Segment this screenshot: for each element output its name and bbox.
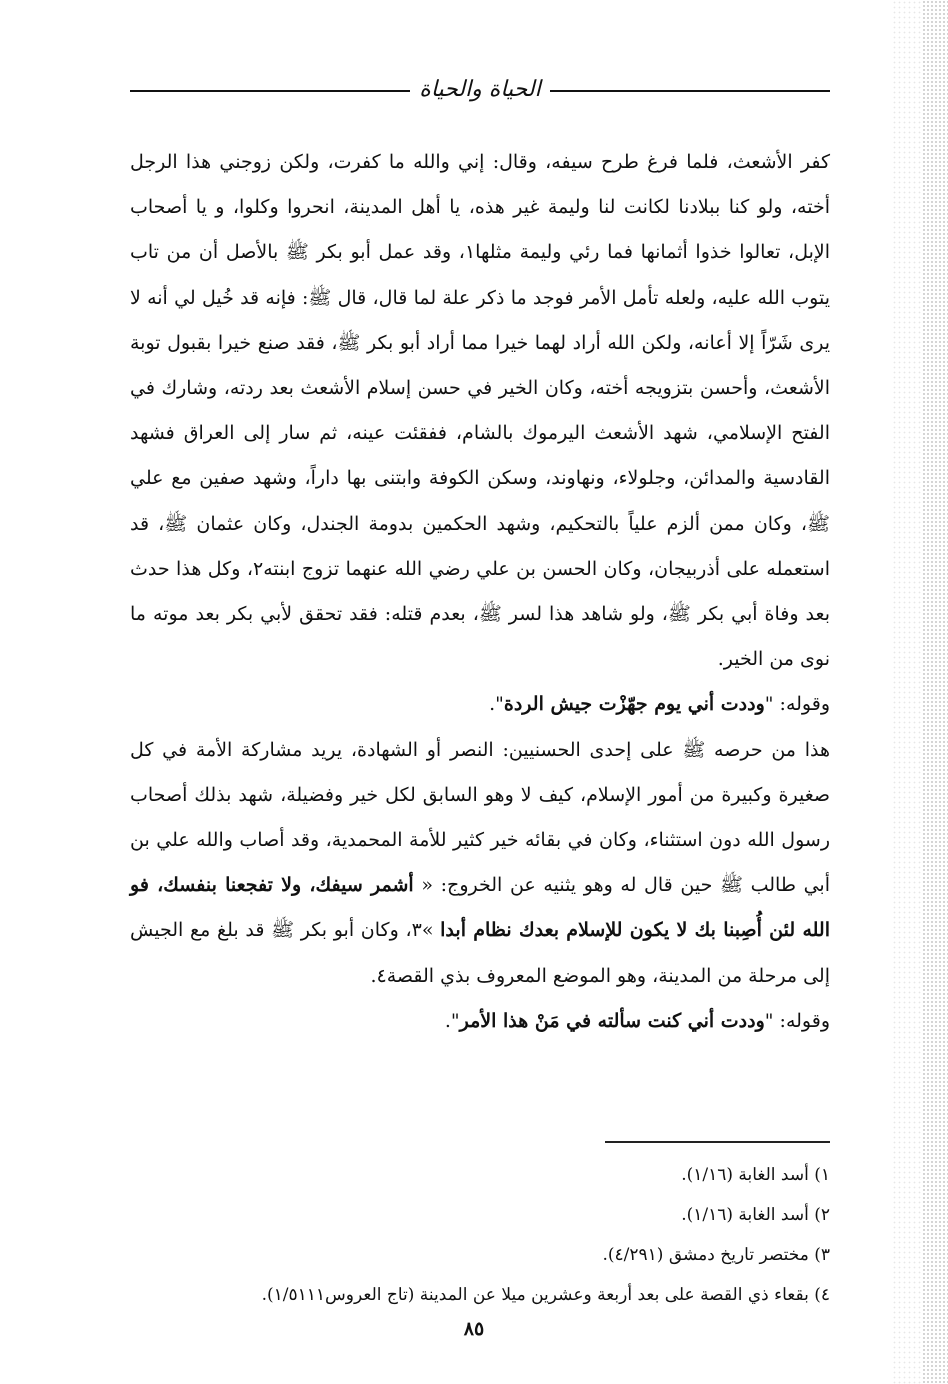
quote-suffix: ".	[489, 693, 504, 716]
footnotes	[130, 1155, 830, 1315]
footnote-2: ٢) أسد الغابة (١/١٦).	[681, 1205, 830, 1225]
header-rule-right	[550, 90, 830, 92]
paragraph-3-part-2: »٣، وكان أبو بكر ﷺ قد بلغ مع الجيش إلى مرحلة من المدينة، وهو الموضع المعروف بذي القصة٤.	[130, 919, 830, 987]
footnote-separator	[605, 1141, 830, 1143]
quote-suffix: ".	[444, 1009, 460, 1032]
paragraph-2-quote-heading	[130, 682, 830, 727]
quote-prefix: وقوله: "	[764, 1009, 830, 1032]
paragraph-3-bold-quote: أشمر سيفك، ولا تفجعنا بنفسك، فو الله لئن أُصِبنا بك لا يكون للإسلام بعدك نظام أبدا	[130, 874, 830, 942]
quote-prefix: وقوله: "	[764, 693, 830, 716]
page-number: ٨٥	[463, 1318, 485, 1340]
header-rule-left	[130, 90, 410, 92]
footnote-4: ٤) بقعاء ذي القصة على بعد أربعة وعشرين ميلا عن المدينة (تاج العروس١/٥١١١).	[261, 1285, 830, 1305]
quote-bold: وددت أني كنت سألته في مَنْ هذا الأمر	[459, 1009, 765, 1032]
footnote-1: ١) أسد الغابة (١/١٦).	[681, 1165, 830, 1185]
paragraph-1: كفر الأشعث، فلما فرغ طرح سيفه، وقال: إني والله ما كفرت، ولكن زوجني هذا الرجل أخته، ولو كنا ببلادنا لكانت لنا وليمة غير هذه، يا أهل المدينة، انحروا وكلوا، و يا أصحاب الإبل، تعالوا خذوا أثمانها فما رئي وليمة مثلها١، وقد عمل أبو بكر ﷺ بالأصل أن من تاب يتوب الله عليه، ولعله تأمل الأمر فوجد ما ذكر علة لما قال، قال ﷺ: فإنه قد خُيل لي أنه لا يرى شَرّاً إلا أعانه، ولكن الله أراد لهما خيرا مما أراد أبو بكر ﷺ، فقد صنع خيرا بقبول توبة الأشعث، وأحسن بتزويجه أخته، وكان الخير في حسن إسلام الأشعث بعد ردته، وشارك في الفتح الإسلامي، شهد الأشعث اليرموك بالشام، ففقئت عينه، ثم سار إلى العراق فشهد القادسية والمدائن، وجلولاء، ونهاوند، وسكن الكوفة وابتنى بها داراً، وشهد صفين مع علي ﷺ، وكان ممن ألزم علياً بالتحكيم، وشهد الحكمين بدومة الجندل، وكان عثمان ﷺ، قد استعمله على أذربيجان، وكان الحسن بن علي رضي الله عنهما تزوج ابنته٢، وكل هذا حدث بعد وفاة أبي بكر ﷺ، ولو شاهد هذا لسر ﷺ، بعدم قتله: فقد تحقق لأبي بكر بعد موته ما نوى من الخير.	[130, 151, 830, 671]
scan-edge-texture-inner	[892, 0, 922, 1384]
scan-edge-texture	[922, 0, 948, 1384]
main-text	[130, 140, 830, 1044]
footnote-3: ٣) مختصر تاريخ دمشق (٤/٢٩١).	[602, 1245, 830, 1265]
paragraph-3	[130, 728, 830, 999]
page-header	[130, 66, 830, 116]
paragraph-3-part-1: هذا من حرصه ﷺ على إحدى الحسنيين: النصر أو الشهادة، يريد مشاركة الأمة في كل صغيرة وكبيرة من أمور الإسلام، كيف لا وهو السابق لكل خير وفضيلة، شهد بذلك أصحاب رسول الله دون استثناء، وكان في بقائه خير كثير للأمة المحمدية، وقد أصاب والله علي بن أبي طالب ﷺ حين قال له وهو يثنيه عن الخروج: «	[130, 738, 830, 897]
paragraph-4-quote-heading	[130, 999, 830, 1044]
quote-bold: وددت أني يوم جهّزْت جيش الردة	[503, 693, 765, 716]
header-calligraphy-title: الحياة والحياة	[419, 77, 541, 102]
